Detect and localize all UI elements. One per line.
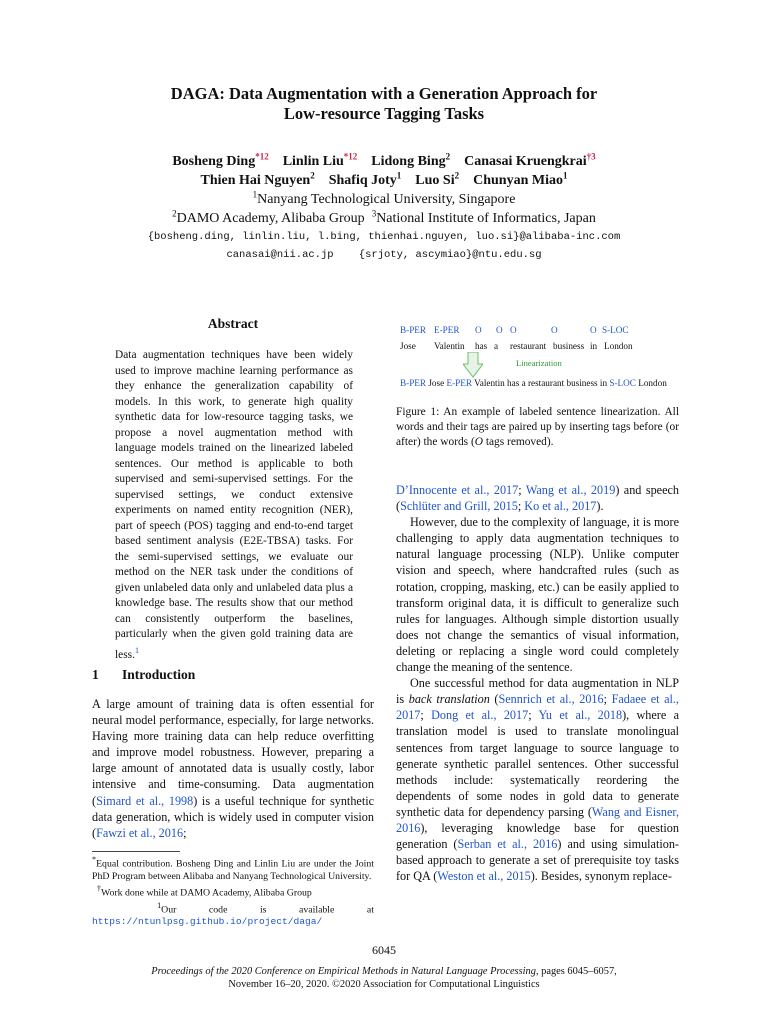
body-text: One successful method for data augmentation in NLP is <box>396 676 679 707</box>
linearized-sentence <box>400 378 667 388</box>
figure-word: Jose <box>400 341 416 351</box>
body-text: ; <box>603 692 612 707</box>
figure-tag: O <box>510 325 517 335</box>
paper-title <box>0 84 768 124</box>
author-affiliation-mark: 1 <box>562 170 568 181</box>
figure-inline-word: London <box>635 378 667 388</box>
author-name: Bosheng Ding <box>172 154 256 169</box>
body-text: ). <box>596 499 604 514</box>
author-affiliation-mark: *12 <box>343 151 358 162</box>
author-affiliation-mark: 2 <box>445 151 451 162</box>
citation-link[interactable]: Schlüter and Grill, 2015 <box>400 499 518 514</box>
section-heading-introduction: 1 Introduction <box>92 667 196 682</box>
footnote-rule <box>92 851 180 852</box>
title-line-2: Low-resource Tagging Tasks <box>283 104 485 123</box>
author-name: Shafiq Joty <box>328 173 397 188</box>
body-text: ; <box>518 483 526 497</box>
figure-tag: O <box>475 325 482 335</box>
down-arrow-icon <box>463 352 483 378</box>
footnotes <box>92 854 374 929</box>
body-text: ; <box>420 708 432 723</box>
citation-link[interactable]: D’Innocente et al., 2017 <box>396 483 519 497</box>
page-number: 6045 <box>372 943 396 957</box>
citation-link[interactable]: Weston et al., 2015 <box>437 869 531 884</box>
right-paragraph-0 <box>396 482 679 514</box>
citation-link[interactable]: Ko et al., 2017 <box>524 499 597 514</box>
proceedings-footer: Proceedings of the 2020 Conference on Empirical Methods in Natural Language Processing, pages 6045–6057, November 16–20, 2020. ©2020 Association for Computational Linguistics <box>151 966 617 990</box>
author-block <box>0 152 768 264</box>
author-name: Chunyan Miao <box>473 173 563 188</box>
abstract-text: Data augmentation techniques have been widely used to improve machine learning performance as they enhance the generalization capability of models. In this work, to generate high quality synthetic data for low-resource tagging tasks, we propose a novel augmentation method with language models trained on the linearized labeled sentences. Our method is applicable to both supervised and semi-supervised settings. For the supervised settings, we conduct extensive experiments on named entity recognition (NER), part of speech (POS) tagging and end-to-end target based sentiment analysis (E2E-TBSA) tasks. For the semi-supervised settings, we evaluate our method on the NER task under the conditions of given unlabeled data only and unlabeled data plus a knowledge base. The results show that our method can consistently outperform the baselines, particularly when the given gold training data are less.$^1$ <box>115 349 353 661</box>
title-line-1: DAGA: Data Augmentation with a Generation Approach for <box>170 84 598 103</box>
figure-word: restaurant <box>510 341 547 351</box>
figure-1-caption: Figure 1: An example of labeled sentence linearization. All words and their tags are paired up by inserting tags before (or after) the words (O tags removed). <box>396 406 679 448</box>
figure-word: in <box>590 341 598 351</box>
code-url-link[interactable]: https://ntunlpsg.github.io/project/daga/ <box>92 916 323 928</box>
affiliation-1: $^1$Nanyang Technological University, Singapore <box>252 189 516 207</box>
right-paragraph-1: However, due to the complexity of language, it is more challenging to apply data augmentation techniques to natural language processing (NLP). Unlike computer vision and speech, where handcrafted rules (such as rotation, cropping, masking, etc.) can be easily applied to transform original data, it is difficult to generalize such rules for languages. Although simple distortion usually does not change the semantics of visual information, deleting or replacing a single word could completely change the meaning of the sentence. <box>396 515 679 675</box>
author-affiliation-mark: *12 <box>255 151 269 162</box>
figure-tag: O <box>496 325 503 335</box>
right-column-text <box>396 482 679 884</box>
body-text: ), where a translation model is used to translate monolingual sentences from target language to source language to generate synthetic parallel sentences. Other successful methods include: systematically reordering the dependents of some nodes in gold data to generate synthetic data for dependency parsing ( <box>396 708 679 819</box>
body-text: ), leveraging knowledge base for question generation ( <box>396 820 679 852</box>
author-name: Thien Hai Nguyen <box>200 173 311 188</box>
intro-paragraph: A large amount of training data is often essential for neural model performance, especially, for large networks. Having more training data can help reduce overfitting and improve model robustness. However, preparing a large amount of annotated data is usually costly, labor intensive and time-consuming. Data augmentation (Simard et al., 1998) is a useful technique for synthetic data generation, which is widely used in computer vision (Fawzi et al., 2016; <box>92 697 375 840</box>
footnote-1: *Equal contribution. Bosheng Ding and Linlin Liu are under the Joint PhD Program between Alibaba and Nanyang Technological University. <box>92 855 374 882</box>
figure-tag: O <box>590 325 597 335</box>
body-text: ; <box>528 708 539 723</box>
body-text: ) and using simulation-based approach to generate a set of prerequisite toy tasks for QA ( <box>396 837 679 884</box>
author-name: Lidong Bing <box>371 154 446 169</box>
citation-link[interactable]: Sennrich et al., 2016 <box>498 692 604 707</box>
author-affiliation-mark: 1 <box>396 170 402 181</box>
figure-word: London <box>604 341 633 351</box>
figure-inline-tag: S-LOC <box>609 378 636 388</box>
figure-word: has <box>475 341 488 351</box>
figure-word: business <box>553 341 585 351</box>
author-name: Canasai Kruengkrai <box>464 154 587 169</box>
author-affiliation-mark: 2 <box>454 170 460 181</box>
body-text: ) and speech ( <box>396 483 679 514</box>
affiliation-2: $^2$DAMO Academy, Alibaba Group $^3$National Institute of Informatics, Japan <box>172 208 596 226</box>
author-name: Linlin Liu <box>282 154 344 169</box>
right-paragraph-2 <box>396 675 679 884</box>
abstract-heading: Abstract <box>207 316 259 331</box>
citation-link[interactable]: Wang et al., 2019 <box>525 483 616 497</box>
figure-tag: S-LOC <box>602 325 629 335</box>
citation-link[interactable]: Fawzi et al., 2016 <box>96 825 184 840</box>
figure-inline-tag: B-PER <box>400 378 427 388</box>
footnote-2: †Work done while at DAMO Academy, Alibaba Group <box>96 884 312 899</box>
figure-word: Valentin <box>434 341 465 351</box>
citation-link[interactable]: Serban et al., 2016 <box>457 837 558 852</box>
citation-link[interactable]: Simard et al., 1998 <box>96 793 194 808</box>
footnote-3: $^1$Our code is available at https://ntunlpsg.github.io/project/daga/ <box>92 900 374 928</box>
citation-link[interactable]: Dong et al., 2017 <box>431 708 529 723</box>
figure-tag: B-PER <box>400 325 427 335</box>
author-affiliation-mark: 2 <box>310 170 315 181</box>
body-text: ). Besides, synonym replace- <box>530 869 672 884</box>
author-line-2 <box>0 171 768 190</box>
figure-1 <box>396 322 679 394</box>
body-text: ( <box>489 692 499 707</box>
email-line-1: {bosheng.ding, linlin.liu, l.bing, thienhai.nguyen, luo.si}@alibaba-inc.com <box>147 231 621 243</box>
footnote-ref-1[interactable]: 1 <box>134 645 139 655</box>
figure-tag: O <box>551 325 558 335</box>
linearization-label: Linearization <box>516 358 562 368</box>
figure-inline-word: Valentin has a restaurant business in <box>472 378 610 388</box>
figure-inline-tag: E-PER <box>446 378 472 388</box>
citation-link[interactable]: Fadaee et al., 2017 <box>396 692 679 723</box>
citation-link[interactable]: Wang and Eisner, 2016 <box>396 804 679 835</box>
body-text: ; <box>517 499 525 514</box>
figure-word: a <box>494 341 499 351</box>
author-name: Luo Si <box>415 173 455 188</box>
email-line-2: canasai@nii.ac.jp {srjoty, ascymiao}@ntu.edu.sg <box>226 249 542 261</box>
body-text: back translation <box>408 692 490 707</box>
author-line-1 <box>0 152 768 171</box>
figure-tag: E-PER <box>434 325 460 335</box>
author-affiliation-mark: †3 <box>586 151 596 162</box>
figure-inline-word: Jose <box>426 378 447 388</box>
citation-link[interactable]: Yu et al., 2018 <box>538 708 623 723</box>
